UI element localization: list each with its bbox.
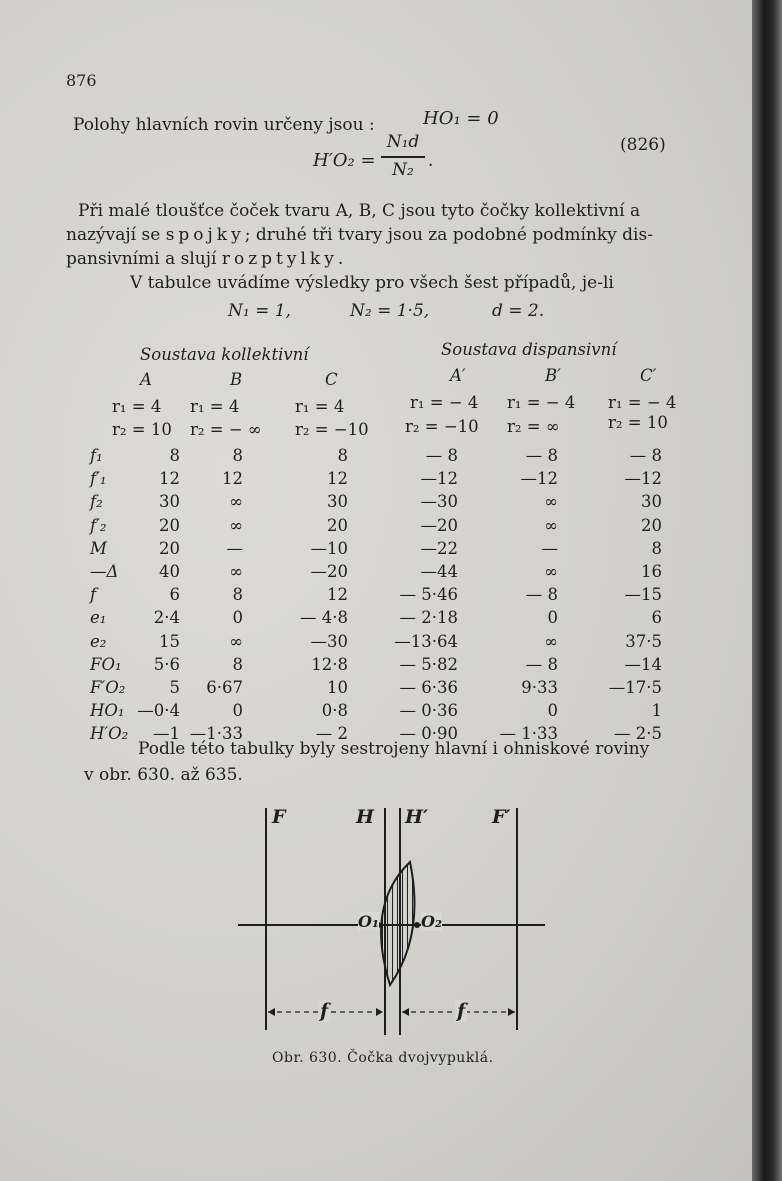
arrowhead <box>376 1008 383 1016</box>
radius-r2: r₂ = 10 <box>112 420 172 439</box>
column-heading: B′ <box>545 366 561 385</box>
row-label: f <box>90 585 97 605</box>
table-cell: — 8 <box>629 446 662 465</box>
table-cell: 2·4 <box>153 608 180 628</box>
table-cell: 15 <box>159 631 180 651</box>
table-cell: — 8 <box>425 446 458 465</box>
table-cell: —1·33 <box>189 724 243 744</box>
table-cell: 5·6 <box>153 654 180 674</box>
table-cell: —13·64 <box>394 631 458 651</box>
table-cell: 0·8 <box>321 701 348 721</box>
column-heading: C <box>325 370 338 389</box>
table-cell: —44 <box>420 562 458 581</box>
table-cell: 8 <box>651 538 662 558</box>
table-cell: ∞ <box>229 562 243 581</box>
table-cell: 8 <box>337 446 348 465</box>
row-label: F′O₂ <box>90 678 126 697</box>
group-heading-collective: Soustava kollektivní <box>140 345 309 364</box>
table-cell: 0 <box>547 608 558 628</box>
table-cell: 9·33 <box>521 678 558 697</box>
row-label: H′O₂ <box>90 724 129 744</box>
table-cell: ∞ <box>544 492 558 512</box>
table-cell: 37·5 <box>625 631 662 651</box>
table-cell: —12 <box>520 469 558 489</box>
p1-l3-pre: pansivními a slují <box>66 249 222 269</box>
term-spojky: spojky <box>165 225 245 245</box>
table-cell: — 6·36 <box>399 678 458 697</box>
figure-caption: Obr. 630. Čočka dvojvypuklá. <box>272 1050 494 1066</box>
row-label: f′₂ <box>90 515 107 535</box>
label-focal-length-right: f <box>457 1000 466 1022</box>
param-n2: N₂ = 1·5, <box>350 301 430 321</box>
table-cell: —15 <box>624 585 662 605</box>
table-cell: 40 <box>159 562 180 581</box>
p1-l3-post: . <box>337 249 344 269</box>
table-cell: 8 <box>232 446 243 465</box>
table-cell: —12 <box>420 469 458 489</box>
p1-l2-pre: nazývají se <box>66 225 166 245</box>
table-cell: 10 <box>327 678 348 697</box>
equation-ho2-numerator: N₁d <box>386 132 420 152</box>
table-cell: — 5·82 <box>399 654 458 674</box>
paragraph2-line1: V tabulce uvádíme výsledky pro všech šest případů, je-li <box>130 273 614 293</box>
radius-r2: r₂ = −10 <box>405 417 479 436</box>
intro-text: Polohy hlavních rovin určeny jsou : <box>73 115 375 135</box>
table-cell: ∞ <box>229 631 243 651</box>
table-cell: — 8 <box>525 585 558 605</box>
table-cell: 5 <box>169 678 180 697</box>
table-cell: 8 <box>232 654 243 674</box>
table-cell: 8 <box>169 446 180 465</box>
paragraph3-line2: v obr. 630. až 635. <box>84 765 243 785</box>
table-cell: 20 <box>159 538 180 558</box>
radius-r2: r₂ = −10 <box>295 420 369 439</box>
column-heading: C′ <box>640 366 657 385</box>
radius-r2: r₂ = ∞ <box>507 417 560 436</box>
row-label: f₁ <box>90 446 103 465</box>
table-cell: — 8 <box>525 446 558 465</box>
table-cell: —14 <box>624 654 662 674</box>
column-heading: A′ <box>450 366 466 385</box>
row-label: HO₁ <box>90 701 125 721</box>
radius-r2: r₂ = 10 <box>608 413 668 432</box>
table-cell: 6 <box>169 585 180 605</box>
biconvex-lens <box>381 862 414 985</box>
table-cell: ∞ <box>544 515 558 535</box>
table-cell: —30 <box>310 631 348 651</box>
radius-r2: r₂ = − ∞ <box>190 420 262 439</box>
table-cell: 8 <box>232 585 243 605</box>
row-label: —Δ <box>90 562 119 581</box>
row-label: f₂ <box>90 492 103 512</box>
arrowhead <box>508 1008 515 1016</box>
table-cell: —12 <box>624 469 662 489</box>
label-h-prime: H′ <box>405 806 428 828</box>
table-cell: 6 <box>651 608 662 628</box>
table-cell: 6·67 <box>206 678 243 697</box>
table-cell: —22 <box>420 538 458 558</box>
table-cell: 12 <box>327 469 348 489</box>
row-label: M <box>90 538 107 558</box>
table-cell: — 4·8 <box>300 608 348 628</box>
row-label: e₂ <box>90 631 107 651</box>
radius-r1: r₁ = − 4 <box>410 393 479 412</box>
table-cell: 20 <box>327 515 348 535</box>
table-cell: 0 <box>232 608 243 628</box>
table-cell: ∞ <box>229 515 243 535</box>
table-cell: ∞ <box>229 492 243 512</box>
table-cell: 12 <box>222 469 243 489</box>
page-number: 876 <box>66 71 97 90</box>
param-n1: N₁ = 1, <box>228 301 291 321</box>
table-cell: 12 <box>159 469 180 489</box>
label-focal-length-left: f <box>320 1000 329 1022</box>
table-cell: ∞ <box>544 562 558 581</box>
param-d: d = 2. <box>492 301 545 321</box>
radius-r1: r₁ = 4 <box>112 397 162 416</box>
table-cell: — 1·33 <box>499 724 558 744</box>
table-cell: 30 <box>159 492 180 512</box>
radius-r1: r₁ = 4 <box>190 397 240 416</box>
label-f: F <box>272 806 286 828</box>
table-cell: — 0·36 <box>399 701 458 721</box>
table-cell: — 5·46 <box>399 585 458 605</box>
column-heading: B <box>230 370 243 389</box>
table-cell: — 2·18 <box>399 608 458 628</box>
table-cell: —1 <box>153 724 180 744</box>
group-heading-dispersive: Soustava dispansivní <box>441 340 617 359</box>
row-label: e₁ <box>90 608 107 628</box>
table-cell: — 0·90 <box>399 724 458 744</box>
vertex-o2-dot <box>414 922 420 928</box>
equation-period: . <box>428 151 434 171</box>
book-binding-edge <box>752 0 782 1181</box>
table-cell: — <box>541 538 558 558</box>
equation-ho1: HO₁ = 0 <box>423 108 499 129</box>
table-cell: — 2·5 <box>614 724 662 744</box>
label-h: H <box>356 806 374 828</box>
table-cell: —0·4 <box>137 701 180 721</box>
equation-ho2-lhs: H′O₂ = <box>313 150 376 171</box>
label-f-prime: F′ <box>492 806 511 828</box>
label-o2: O₂ <box>421 912 442 931</box>
row-label: f′₁ <box>90 469 107 489</box>
table-cell: 30 <box>327 492 348 512</box>
table-cell: 30 <box>641 492 662 512</box>
table-cell: —17·5 <box>608 678 662 697</box>
arrowhead <box>402 1008 409 1016</box>
table-cell: 16 <box>641 562 662 581</box>
row-label: FO₁ <box>90 654 122 674</box>
table-cell: 1 <box>651 701 662 721</box>
table-cell: — <box>226 538 243 558</box>
table-cell: 12 <box>327 585 348 605</box>
table-cell: 20 <box>641 515 662 535</box>
column-heading: A <box>140 370 152 389</box>
radius-r1: r₁ = − 4 <box>507 393 576 412</box>
table-cell: 0 <box>232 701 243 721</box>
table-cell: ∞ <box>544 631 558 651</box>
table-cell: 12·8 <box>311 654 348 674</box>
table-cell: —20 <box>310 562 348 581</box>
paragraph3-line1: Podle této tabulky byly sestrojeny hlavní i ohniskové roviny <box>138 739 650 759</box>
table-cell: — 8 <box>525 654 558 674</box>
equation-ho2-denominator: N₂ <box>392 160 414 180</box>
term-rozptylky: rozptylky <box>221 249 338 269</box>
table-cell: — 2 <box>315 724 348 744</box>
arrowhead <box>268 1008 275 1016</box>
p1-l2-post: ; druhé tři tvary jsou za podobné podmínky dis- <box>244 225 653 245</box>
table-cell: —10 <box>310 538 348 558</box>
label-o1: O₁ <box>358 912 379 931</box>
paragraph1-line1: Při malé tloušťce čoček tvaru A, B, C jsou tyto čočky kollektivní a <box>78 201 641 221</box>
table-cell: —20 <box>420 515 458 535</box>
table-cell: 20 <box>159 515 180 535</box>
table-cell: 0 <box>547 701 558 721</box>
equation-number: (826) <box>620 135 666 155</box>
radius-r1: r₁ = − 4 <box>608 393 677 412</box>
table-cell: —30 <box>420 492 458 512</box>
radius-r1: r₁ = 4 <box>295 397 345 416</box>
